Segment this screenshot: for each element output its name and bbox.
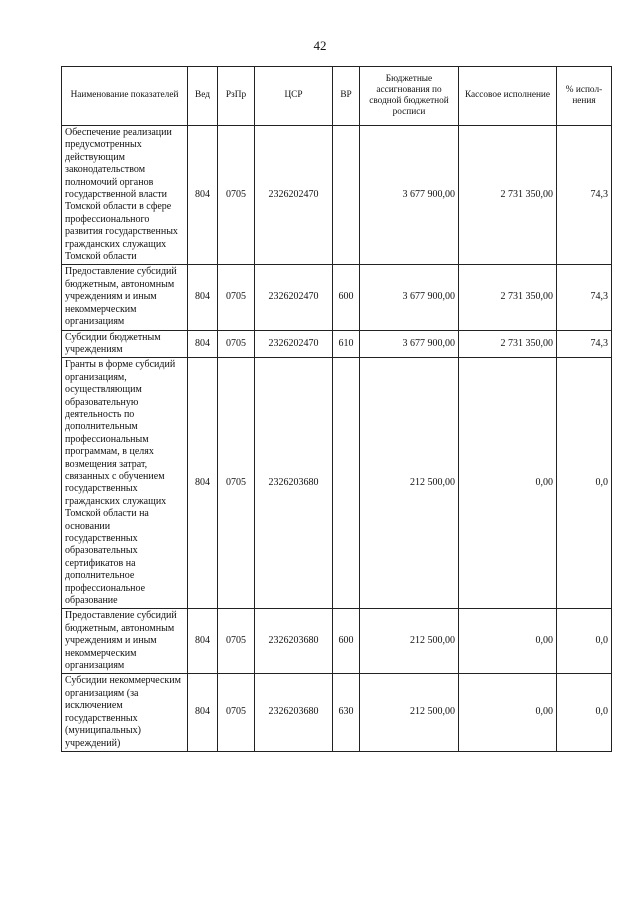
header-rzpr: РзПр — [218, 67, 255, 126]
row-cash: 2 731 350,00 — [459, 330, 557, 358]
row-cash: 0,00 — [459, 609, 557, 674]
row-name: Предоставление субсидий бюджетным, автономным учреждениям и иным некоммерческим организациям — [62, 609, 188, 674]
row-budget: 212 500,00 — [360, 609, 459, 674]
header-ved: Вед — [188, 67, 218, 126]
table-row — [62, 330, 612, 358]
row-cash: 0,00 — [459, 674, 557, 751]
row-vr: 600 — [333, 609, 360, 674]
row-budget: 3 677 900,00 — [360, 330, 459, 358]
row-rzpr: 0705 — [218, 265, 255, 330]
row-name: Предоставление субсидий бюджетным, автономным учреждениям и иным некоммерческим организациям — [62, 265, 188, 330]
row-ved: 804 — [188, 674, 218, 751]
row-percent: 0,0 — [557, 358, 612, 609]
table-row — [62, 609, 612, 674]
budget-table — [61, 66, 612, 752]
row-cash: 2 731 350,00 — [459, 265, 557, 330]
row-ved: 804 — [188, 265, 218, 330]
row-percent: 74,3 — [557, 330, 612, 358]
row-vr: 630 — [333, 674, 360, 751]
header-budget: Бюджетные ассигнования по сводной бюджетной росписи — [360, 67, 459, 126]
row-vr: 610 — [333, 330, 360, 358]
row-rzpr: 0705 — [218, 358, 255, 609]
row-cash: 0,00 — [459, 358, 557, 609]
row-csr: 2326202470 — [255, 265, 333, 330]
row-budget: 212 500,00 — [360, 674, 459, 751]
page-number: 42 — [313, 38, 327, 53]
row-percent: 74,3 — [557, 265, 612, 330]
row-cash: 2 731 350,00 — [459, 126, 557, 265]
row-percent: 0,0 — [557, 674, 612, 751]
table-row — [62, 126, 612, 265]
table-row — [62, 265, 612, 330]
header-row — [62, 67, 612, 126]
row-csr: 2326203680 — [255, 358, 333, 609]
header-vr: ВР — [333, 67, 360, 126]
header-percent: % испол-нения — [557, 67, 612, 126]
row-ved: 804 — [188, 126, 218, 265]
row-percent: 74,3 — [557, 126, 612, 265]
row-name: Субсидии некоммерческим организациям (за исключением государственных (муниципальных) учреждений) — [62, 674, 188, 751]
row-ved: 804 — [188, 609, 218, 674]
row-vr — [333, 126, 360, 265]
row-rzpr: 0705 — [218, 126, 255, 265]
row-csr: 2326202470 — [255, 126, 333, 265]
row-name: Гранты в форме субсидий организациям, осуществляющим образовательную деятельность по дополнительным профессиональным программам, в целях возмещения затрат, связанных с обучением государственных гражданских служащих Томской области на основании государственных образовательных сертификатов на дополнительное профессиональное образование — [62, 358, 188, 609]
row-csr: 2326203680 — [255, 609, 333, 674]
row-vr — [333, 358, 360, 609]
row-csr: 2326202470 — [255, 330, 333, 358]
header-name: Наименование показателей — [62, 67, 188, 126]
row-csr: 2326203680 — [255, 674, 333, 751]
row-name: Субсидии бюджетным учреждениям — [62, 330, 188, 358]
header-cash: Кассовое исполнение — [459, 67, 557, 126]
table-row — [62, 674, 612, 751]
row-budget: 212 500,00 — [360, 358, 459, 609]
header-csr: ЦСР — [255, 67, 333, 126]
row-rzpr: 0705 — [218, 609, 255, 674]
row-ved: 804 — [188, 358, 218, 609]
row-budget: 3 677 900,00 — [360, 265, 459, 330]
row-percent: 0,0 — [557, 609, 612, 674]
row-budget: 3 677 900,00 — [360, 126, 459, 265]
row-rzpr: 0705 — [218, 330, 255, 358]
row-name: Обеспечение реализации предусмотренных действующим законодательством полномочий органов государственной власти Томской области в сфере профессионального развития государственных гражданских служащих Томской области — [62, 126, 188, 265]
row-rzpr: 0705 — [218, 674, 255, 751]
table-row — [62, 358, 612, 609]
row-ved: 804 — [188, 330, 218, 358]
row-vr: 600 — [333, 265, 360, 330]
